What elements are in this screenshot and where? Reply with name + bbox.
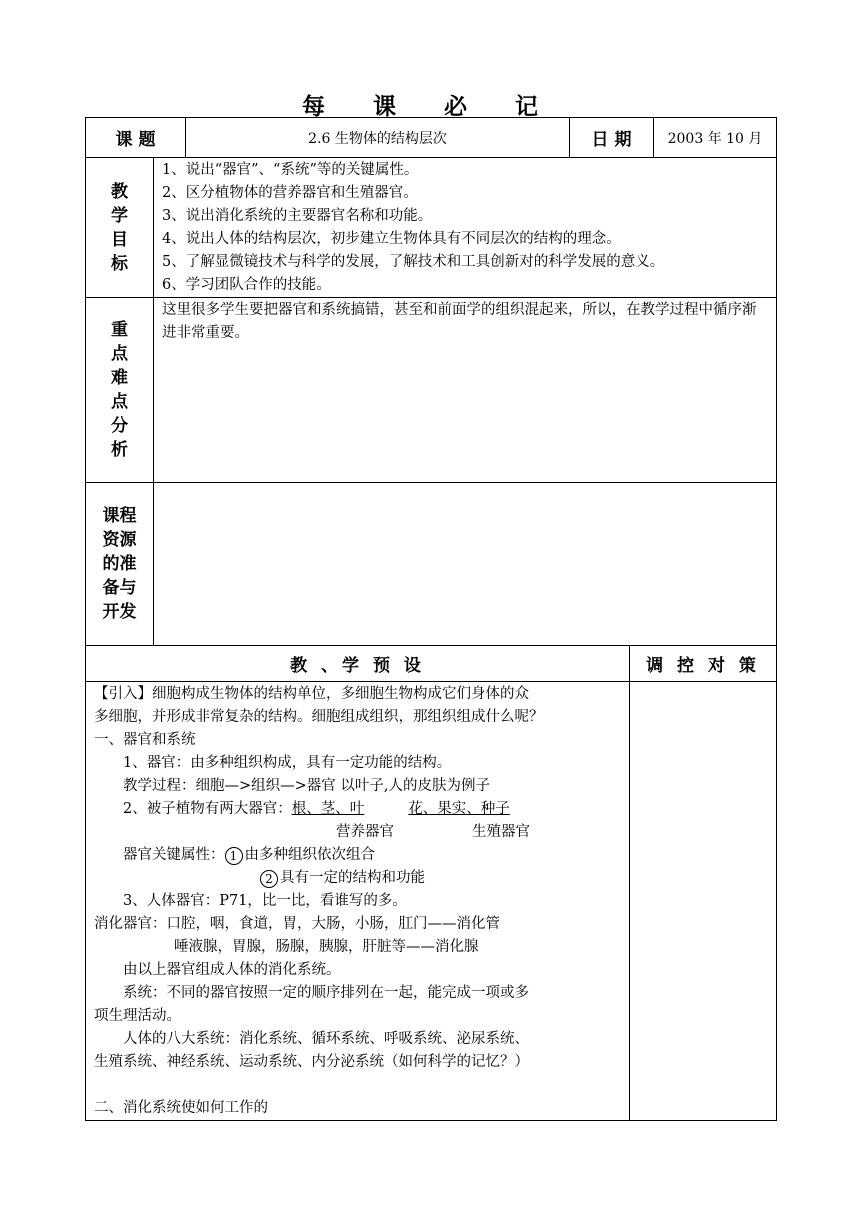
plan-line: 二、消化系统使如何工作的 <box>94 1100 268 1116</box>
lesson-info-table <box>85 117 777 646</box>
objective-item: 6、学习团队合作的技能。 <box>162 277 331 293</box>
plan-header-row <box>86 646 777 682</box>
plan-line: 营养器官 生殖器官 <box>336 824 530 840</box>
objective-item: 4、说出人体的结构层次，初步建立生物体具有不同层次的结构的理念。 <box>162 231 621 247</box>
topic-value: 2.6 生物体的结构层次 <box>186 118 570 158</box>
plan-line: 项生理活动。 <box>94 1008 181 1024</box>
teaching-plan-table <box>85 645 777 1121</box>
topic-label: 课 题 <box>86 118 186 158</box>
plan-line: 器官关键属性： 1 由多种组织依次组合 <box>123 847 375 863</box>
plan-body-row <box>86 682 777 1121</box>
objective-item: 5、了解显微镜技术与科学的发展，了解技术和工具创新对的科学发展的意义。 <box>162 254 665 270</box>
objectives-label: 教 学 目 标 <box>86 158 154 298</box>
objective-item: 2、区分植物体的营养器官和生殖器官。 <box>162 185 418 201</box>
resources-label: 课程 资源 的准 备与 开发 <box>86 483 154 646</box>
key-points-label: 重 点 难 点 分 析 <box>86 298 154 483</box>
plan-line-blank <box>94 1074 621 1097</box>
plan-line: 多细胞，并形成非常复杂的结构。细胞组成组织，那组织组成什么呢？ <box>94 709 544 725</box>
key-points-content <box>154 298 777 483</box>
objectives-row <box>86 158 777 298</box>
plan-adjustments <box>630 682 777 1121</box>
key-points-text: 这里很多学生要把器官和系统搞错，甚至和前面学的组织混起来，所以，在教学过程中循序渐进非常重要。 <box>162 302 757 341</box>
objective-item: 1、说出“器官”、“系统”等的关键属性。 <box>162 162 419 178</box>
topic-row <box>86 118 777 158</box>
document-title: 每 课 必 记 <box>301 94 559 120</box>
resources-content <box>154 483 777 646</box>
plan-line: 教学过程：细胞—>组织—>器官 以叶子,人的皮肤为例子 <box>123 778 491 794</box>
plan-line: 消化器官：口腔，咽，食道，胃，大肠，小肠，肛门——消化管 <box>94 916 500 932</box>
plan-line: 1、器官：由多种组织构成，具有一定功能的结构。 <box>123 755 452 771</box>
plan-line: 2、被子植物有两大器官：根、茎、叶 花、果实、种子 <box>123 801 510 817</box>
plan-line: 系统：不同的器官按照一定的顺序排列在一起，能完成一项或多 <box>123 985 529 1001</box>
resources-row <box>86 483 777 646</box>
plan-content <box>86 682 630 1121</box>
key-points-row <box>86 298 777 483</box>
plan-line: 3、人体器官：P71，比一比，看谁写的多。 <box>123 893 407 909</box>
reproductive-organs: 花、果实、种子 <box>408 801 510 817</box>
plan-header-left: 教 、学 预 设 <box>86 646 630 682</box>
plan-line: 一、器官和系统 <box>94 732 196 748</box>
circled-number-icon: 1 <box>225 847 243 865</box>
plan-line: 2 具有一定的结构和功能 <box>94 867 621 890</box>
plan-line: 人体的八大系统：消化系统、循环系统、呼吸系统、泌尿系统、 <box>123 1031 529 1047</box>
objectives-content <box>154 158 777 298</box>
objective-item: 3、说出消化系统的主要器官名称和功能。 <box>162 208 433 224</box>
plan-line: 唾液腺，胃腺，肠腺，胰腺，肝脏等——消化腺 <box>174 939 479 955</box>
date-value: 2003 年 10 月 <box>654 118 777 158</box>
date-label: 日 期 <box>570 118 654 158</box>
vegetative-organs: 根、茎、叶 <box>291 801 365 817</box>
circled-number-icon: 2 <box>260 870 278 888</box>
plan-line: 由以上器官组成人体的消化系统。 <box>123 962 341 978</box>
plan-line: 【引入】细胞构成生物体的结构单位，多细胞生物构成它们身体的众 <box>94 686 529 702</box>
plan-header-right: 调 控 对 策 <box>630 646 777 682</box>
plan-line: 生殖系统、神经系统、运动系统、内分泌系统（如何科学的记忆？） <box>94 1054 529 1070</box>
